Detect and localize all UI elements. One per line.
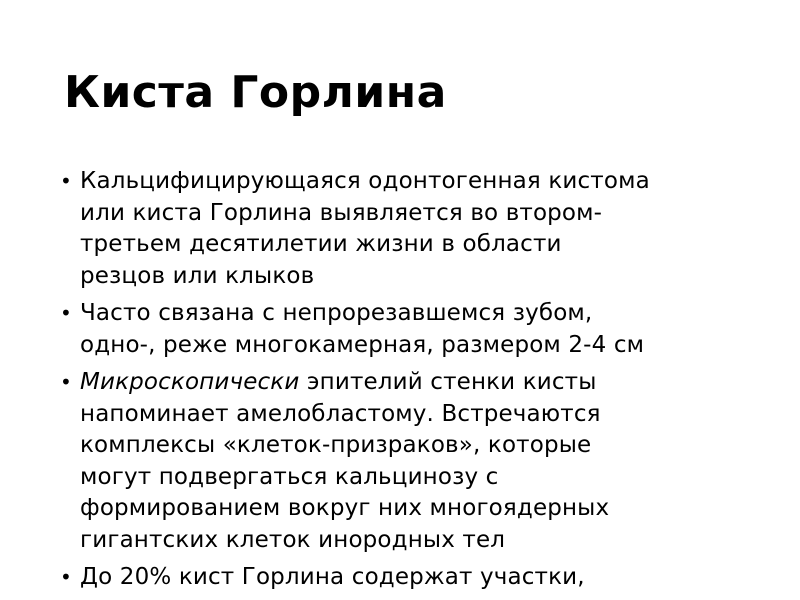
- bullet-3-line-6: гигантских клеток инородных тел: [80, 526, 506, 553]
- bullet-icon: •: [60, 370, 72, 394]
- bullet-item-3: [60, 367, 760, 556]
- bullet-3-line-1: [80, 367, 760, 399]
- bullet-2-line-1: Часто связана с непрорезавшемся зубом,: [80, 300, 593, 326]
- bullet-icon: •: [60, 301, 72, 325]
- bullet-icon: •: [60, 169, 72, 193]
- bullet-item-1: [60, 166, 760, 292]
- bullet-list: [60, 166, 760, 600]
- bullet-4-line-1: До 20% кист Горлина содержат участки,: [80, 564, 585, 590]
- bullet-3-emphasis: Микроскопически: [80, 369, 300, 395]
- bullet-item-4: [60, 562, 760, 594]
- bullet-3-line-3: комплексы «клеток-призраков», которые: [80, 432, 592, 458]
- bullet-3-line-2: напоминает амелобластому. Встречаются: [80, 400, 601, 427]
- slide-title: Киста Горлина: [64, 67, 447, 118]
- bullet-2-line-2: одно-, реже многокамерная, размером 2-4 см: [80, 331, 645, 358]
- bullet-3-line-1-rest: эпителий стенки кисты: [299, 369, 597, 395]
- bullet-1-line-1: Кальцифицирующаяся одонтогенная кистома: [80, 168, 650, 194]
- bullet-1-line-3: третьем десятилетии жизни в области: [80, 231, 562, 257]
- bullet-1-line-4: резцов или клыков: [80, 262, 315, 289]
- bullet-icon: •: [60, 565, 72, 589]
- bullet-1-line-2: или киста Горлина выявляется во втором-: [80, 199, 603, 226]
- bullet-3-line-4: могут подвергаться кальцинозу с: [80, 463, 499, 490]
- bullet-item-2: [60, 298, 760, 361]
- bullet-3-line-5: формированием вокруг них многоядерных: [80, 495, 610, 521]
